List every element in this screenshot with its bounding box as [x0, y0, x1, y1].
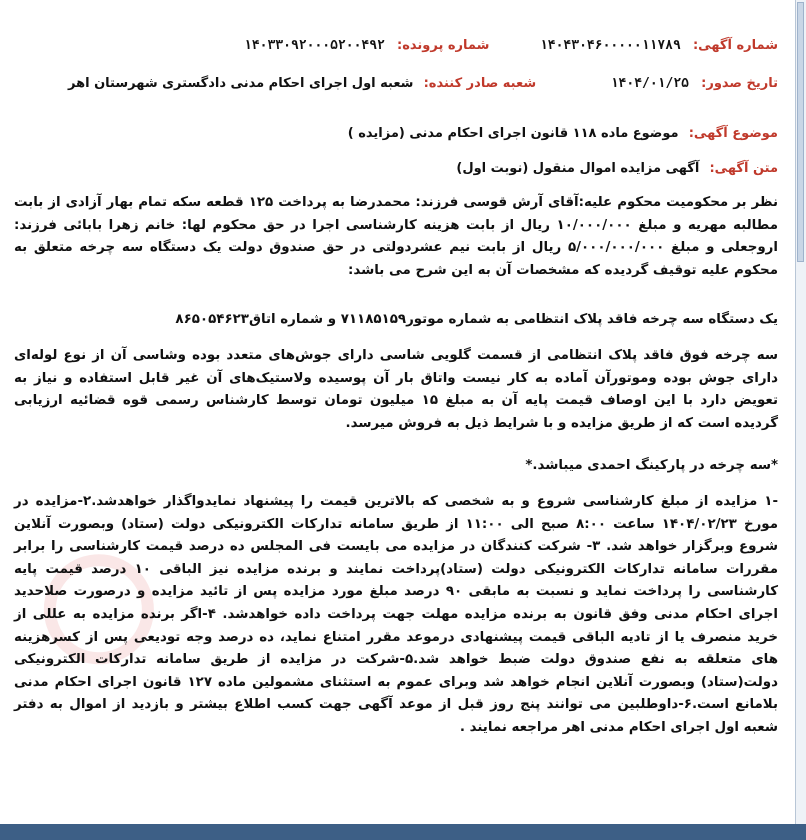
header-row-2	[14, 76, 778, 91]
paragraph-description: سه چرخه فوق فاقد پلاک انتظامی از قسمت گلویی شاسی دارای جوش‌های متعدد بوده وشاسی آن از نوع لوله‌ای دارای جوش بوده وموتورآن آماده به کار نیست واتاق بار آن پوسیده ولاستیک‌های آن غیر قابل استفاده و نیاز به تعویض دارد با این اوصاف قیمت پایه آن به مبلغ ۱۵ میلیون تومان توسط کارشناس رسمی قوه قضائیه ارزیابی گردیده است که از طریق مزایده و با شرایط ذیل به فروش میرسد.	[14, 348, 778, 431]
issuer-group	[68, 76, 536, 91]
paragraph-conditions: -۱ مزایده از مبلغ کارشناسی شروع و به شخصی که بالاترین قیمت را پیشنهاد نمایدواگذار خواهدشد.۲-مزایده در مورخ ۱۴۰۴/۰۲/۲۳ ساعت ۸:۰۰ صبح الی ۱۱:۰۰ از طریق سامانه تدارکات الکترونیکی دولت (ستاد) وبصورت آنلاین شروع وبرگزار خواهد شد. ۳- شرکت کنندگان در مزایده می بایست فی المجلس ده درصد قیمت کارشناسی را برابر مقررات سامانه تدارکات الکترونیکی دولت (ستاد)پرداخت نمایند و برنده مزایده نیز الباقی ۱۰ درصد قیمت پایه کارشناسی را پرداخت نماید و نسبت به مابقی ۹۰ درصد مبلغ مورد مزایده پس از تائید مزایده و درصورت صلاحدید اجرای احکام مدنی وفق قانون به برنده مزایده مهلت جهت پرداخت داده خواهدشد. ۴-اگر برنده مزایده به عللی از خرید منصرف یا از تادیه الباقی قیمت پیشنهادی درموعد مقرر امتناع نماید، ده درصد وجه تودیعی پس از کسرهزینه های متعلقه به نفع صندوق دولت ضبط خواهد شد.۵-شرکت در مزایده از طریق سامانه تدارکات الکترونیکی دولت(ستاد) وبصورت آنلاین انجام خواهد شد وبرای عموم به استثنای مشمولین ماده ۱۲۷ قانون اجرای احکام مدنی بلامانع است.۶-داوطلبین می توانند پنج روز قبل از موعد آگهی جهت کسب اطلاع بیشتر و بازدید از اموال به دفتر شعبه اول اجرای احکام مدنی اهر مراجعه نمایند .	[14, 494, 779, 735]
issuer-label: شعبه صادر کننده:	[423, 76, 537, 91]
body-title: آگهی مزایده اموال منقول (نوبت اول)	[456, 161, 700, 176]
issue-date: ۱۴۰۴/۰۱/۲۵	[610, 76, 689, 91]
bottom-status-bar	[0, 824, 806, 840]
paragraph-verdict: نظر بر محکومیت محکوم علیه:آقای آرش قوسی فرزند: محمدرضا به پرداخت ۱۲۵ قطعه سکه تمام بهار آزادی از بابت مطالبه مهریه و مبلغ ۱۰/۰۰۰/۰۰۰ ریال از بابت هزینه کارشناسی اجرا در حق محکوم لها: خانم زهرا بابائی فرزند: اروجعلی و مبلغ ۵/۰۰۰/۰۰۰/۰۰۰ ریال از بابت نیم عشردولتی در حق صندوق دولت یک دستگاه سه چرخه متعلق به محکوم علیه توقیف گردیده که مشخصات آن به این شرح می باشد:	[14, 195, 778, 278]
body-title-row	[14, 161, 778, 176]
subject-label: موضوع آگهی:	[688, 126, 778, 141]
subject: موضوع ماده ۱۱۸ قانون اجرای احکام مدنی (مزایده )	[347, 126, 679, 141]
header-row-1	[14, 38, 778, 53]
issue-date-label: تاریخ صدور:	[701, 76, 778, 91]
vertical-scrollbar[interactable]	[795, 0, 806, 824]
issuer: شعبه اول اجرای احکام مدنی دادگستری شهرستان اهر	[68, 76, 414, 91]
paragraph-item: یک دستگاه سه چرخه فاقد پلاک انتظامی به شماره موتور۷۱۱۸۵۱۵۹ و شماره اتاق۸۶۵۰۵۴۶۲۳	[175, 312, 778, 327]
body-title-label: متن آگهی:	[709, 161, 778, 176]
case-number-group	[244, 38, 489, 53]
subject-row	[14, 126, 778, 141]
scrollbar-thumb[interactable]	[797, 2, 804, 262]
ad-number-label: شماره آگهی:	[692, 38, 778, 53]
paragraph-location: *سه چرخه در پارکینگ احمدی میباشد.*	[525, 458, 778, 473]
case-number-label: شماره پرونده:	[397, 38, 490, 53]
ad-number: ۱۴۰۴۳۰۴۶۰۰۰۰۰۱۱۷۸۹	[539, 38, 681, 53]
case-number: ۱۴۰۳۳۰۹۲۰۰۰۵۲۰۰۴۹۲	[244, 38, 385, 53]
